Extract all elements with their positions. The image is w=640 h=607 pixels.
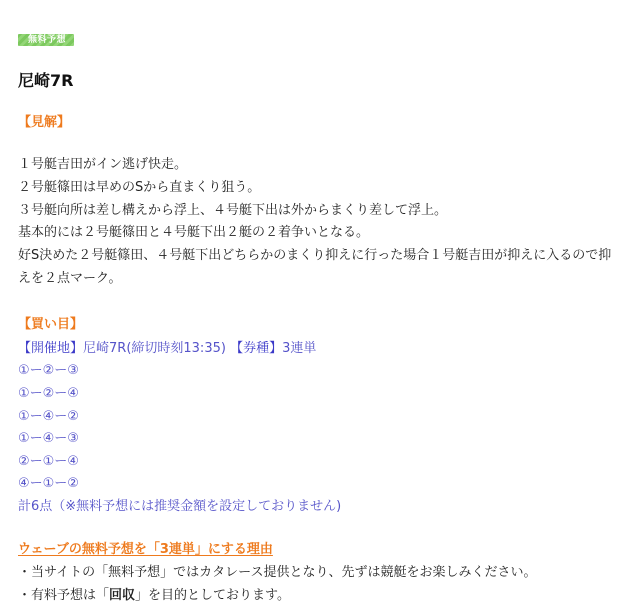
combo-item: ①ー④ー② [18,408,79,424]
view-line: ２号艇篠田は早めのSから直まくり狙う。 [18,179,261,195]
race-title: 尼崎7R [18,71,74,90]
combo-total: 計6点（※無料予想には推奨金額を設定しておりません) [18,498,342,514]
view-section [18,154,628,291]
view-line: 基本的には２号艇篠田と４号艇下出２艇の２着争いとなる。 [18,225,370,241]
reason-line: ・当サイトの「無料予想」ではカタレース提供となり、先ずは競艇をお楽しみください。 [18,564,537,580]
combo-item: ①ー②ー③ [18,363,79,379]
buy-heading: 【買い目】 [18,316,84,332]
reason-line-strong: 回収 [109,587,136,603]
reason-section [18,561,628,607]
reason-line-suffix: 」を目的としております。 [135,587,290,603]
combo-item: ①ー④ー③ [18,431,79,447]
article [18,27,628,607]
view-line: ３号艇向所は差し構えから浮上、４号艇下出は外からまくり差して浮上。 [18,202,448,218]
venue-value: 尼崎7R(締切時刻13:35) [83,340,226,356]
free-prediction-badge: 無料予想 [18,34,74,46]
reason-line-prefix: ・有料予想は「 [18,587,110,603]
combo-item: ②ー①ー④ [18,453,79,469]
reason-line [18,584,628,607]
reason-heading: ウェーブの無料予想を「3連単」にする理由 [18,541,273,557]
combo-item: ④ー①ー② [18,476,79,492]
ticket-type-label: 【券種】 [230,340,283,356]
venue-label: 【開催地】 [18,340,84,356]
combo-item: ①ー②ー④ [18,385,79,401]
ticket-type-value: 3連単 [282,340,317,356]
view-line: １号艇吉田がイン逃げ快走。 [18,157,188,172]
view-line: 好S決めた２号艇篠田、４号艇下出どちらかのまくり抑えに行った場合１号艇吉田が抑えに入るので抑えを２点マーク。 [18,248,612,286]
venue-line [18,338,628,361]
view-heading: 【見解】 [18,115,71,130]
buy-section [18,338,628,519]
